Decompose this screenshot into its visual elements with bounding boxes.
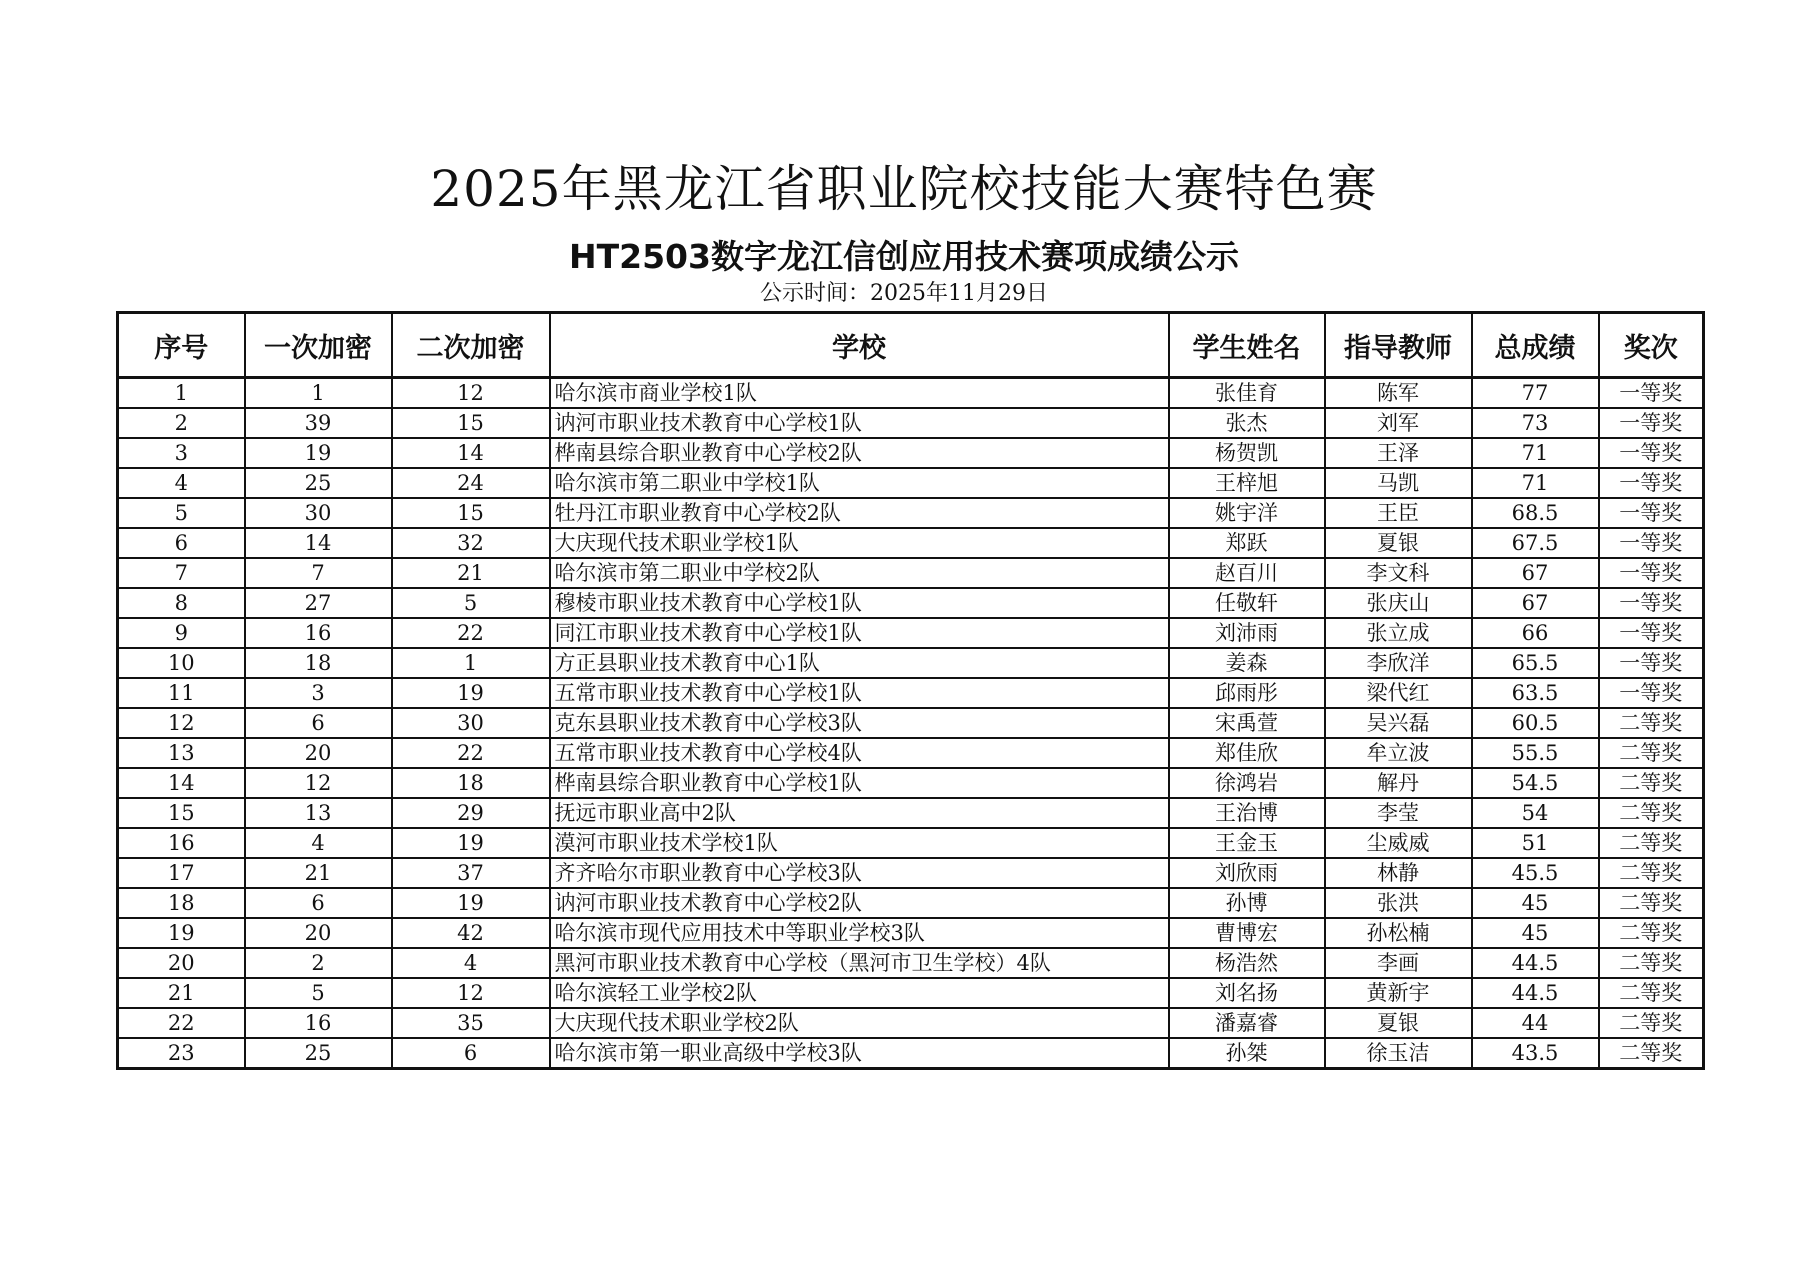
header-teacher: 指导教师 bbox=[1325, 313, 1472, 378]
cell-first-encryption: 6 bbox=[245, 708, 392, 738]
header-score: 总成绩 bbox=[1472, 313, 1599, 378]
cell-student: 赵百川 bbox=[1169, 558, 1325, 588]
cell-no: 14 bbox=[118, 768, 245, 798]
cell-no: 17 bbox=[118, 858, 245, 888]
publish-time: 公示时间：2025年11月29日 bbox=[760, 281, 1048, 306]
cell-teacher: 尘威威 bbox=[1325, 828, 1472, 858]
header-school: 学校 bbox=[550, 313, 1169, 378]
cell-student: 潘嘉睿 bbox=[1169, 1008, 1325, 1038]
cell-award: 一等奖 bbox=[1599, 378, 1704, 409]
cell-teacher: 梁代红 bbox=[1325, 678, 1472, 708]
cell-second-encryption: 15 bbox=[392, 408, 550, 438]
cell-no: 8 bbox=[118, 588, 245, 618]
cell-second-encryption: 14 bbox=[392, 438, 550, 468]
header-first-encryption: 一次加密 bbox=[245, 313, 392, 378]
cell-award: 一等奖 bbox=[1599, 498, 1704, 528]
cell-student: 杨贺凯 bbox=[1169, 438, 1325, 468]
cell-no: 20 bbox=[118, 948, 245, 978]
cell-first-encryption: 4 bbox=[245, 828, 392, 858]
cell-school: 方正县职业技术教育中心1队 bbox=[550, 648, 1169, 678]
cell-school: 哈尔滨市第二职业中学校2队 bbox=[550, 558, 1169, 588]
cell-first-encryption: 20 bbox=[245, 738, 392, 768]
cell-second-encryption: 37 bbox=[392, 858, 550, 888]
cell-second-encryption: 22 bbox=[392, 618, 550, 648]
cell-student: 任敬轩 bbox=[1169, 588, 1325, 618]
cell-first-encryption: 2 bbox=[245, 948, 392, 978]
cell-school: 五常市职业技术教育中心学校1队 bbox=[550, 678, 1169, 708]
cell-first-encryption: 30 bbox=[245, 498, 392, 528]
cell-no: 12 bbox=[118, 708, 245, 738]
cell-first-encryption: 3 bbox=[245, 678, 392, 708]
cell-student: 刘沛雨 bbox=[1169, 618, 1325, 648]
cell-teacher: 夏银 bbox=[1325, 1008, 1472, 1038]
table-row bbox=[118, 438, 1704, 468]
cell-second-encryption: 19 bbox=[392, 678, 550, 708]
header-second-encryption: 二次加密 bbox=[392, 313, 550, 378]
cell-student: 郑跃 bbox=[1169, 528, 1325, 558]
page-subtitle: HT2503数字龙江信创应用技术赛项成绩公示 bbox=[569, 237, 1239, 276]
table-row bbox=[118, 378, 1704, 409]
table-row bbox=[118, 948, 1704, 978]
cell-award: 一等奖 bbox=[1599, 558, 1704, 588]
cell-no: 18 bbox=[118, 888, 245, 918]
cell-award: 二等奖 bbox=[1599, 798, 1704, 828]
cell-teacher: 吴兴磊 bbox=[1325, 708, 1472, 738]
cell-score: 60.5 bbox=[1472, 708, 1599, 738]
cell-first-encryption: 6 bbox=[245, 888, 392, 918]
cell-first-encryption: 12 bbox=[245, 768, 392, 798]
cell-score: 71 bbox=[1472, 438, 1599, 468]
cell-award: 二等奖 bbox=[1599, 708, 1704, 738]
cell-second-encryption: 22 bbox=[392, 738, 550, 768]
cell-teacher: 张洪 bbox=[1325, 888, 1472, 918]
cell-no: 5 bbox=[118, 498, 245, 528]
cell-teacher: 刘军 bbox=[1325, 408, 1472, 438]
cell-school: 讷河市职业技术教育中心学校1队 bbox=[550, 408, 1169, 438]
cell-score: 44.5 bbox=[1472, 978, 1599, 1008]
cell-award: 二等奖 bbox=[1599, 918, 1704, 948]
cell-school: 牡丹江市职业教育中心学校2队 bbox=[550, 498, 1169, 528]
cell-student: 刘欣雨 bbox=[1169, 858, 1325, 888]
cell-no: 13 bbox=[118, 738, 245, 768]
cell-score: 66 bbox=[1472, 618, 1599, 648]
cell-no: 21 bbox=[118, 978, 245, 1008]
cell-second-encryption: 5 bbox=[392, 588, 550, 618]
cell-score: 45.5 bbox=[1472, 858, 1599, 888]
cell-award: 一等奖 bbox=[1599, 588, 1704, 618]
cell-second-encryption: 19 bbox=[392, 828, 550, 858]
cell-award: 二等奖 bbox=[1599, 1008, 1704, 1038]
cell-second-encryption: 4 bbox=[392, 948, 550, 978]
page-title: 2025年黑龙江省职业院校技能大赛特色赛 bbox=[430, 160, 1378, 218]
cell-teacher: 牟立波 bbox=[1325, 738, 1472, 768]
cell-teacher: 黄新宇 bbox=[1325, 978, 1472, 1008]
cell-first-encryption: 39 bbox=[245, 408, 392, 438]
cell-second-encryption: 35 bbox=[392, 1008, 550, 1038]
cell-score: 68.5 bbox=[1472, 498, 1599, 528]
cell-award: 二等奖 bbox=[1599, 828, 1704, 858]
cell-school: 大庆现代技术职业学校2队 bbox=[550, 1008, 1169, 1038]
cell-score: 67.5 bbox=[1472, 528, 1599, 558]
header-no: 序号 bbox=[118, 313, 245, 378]
cell-score: 55.5 bbox=[1472, 738, 1599, 768]
table-row bbox=[118, 1008, 1704, 1038]
cell-award: 二等奖 bbox=[1599, 858, 1704, 888]
table-row bbox=[118, 858, 1704, 888]
cell-student: 姚宇洋 bbox=[1169, 498, 1325, 528]
cell-first-encryption: 1 bbox=[245, 378, 392, 409]
cell-student: 邱雨彤 bbox=[1169, 678, 1325, 708]
cell-school: 克东县职业技术教育中心学校3队 bbox=[550, 708, 1169, 738]
cell-second-encryption: 32 bbox=[392, 528, 550, 558]
cell-no: 16 bbox=[118, 828, 245, 858]
cell-no: 15 bbox=[118, 798, 245, 828]
table-row bbox=[118, 408, 1704, 438]
cell-teacher: 孙松楠 bbox=[1325, 918, 1472, 948]
table-row bbox=[118, 498, 1704, 528]
cell-first-encryption: 27 bbox=[245, 588, 392, 618]
cell-no: 4 bbox=[118, 468, 245, 498]
cell-school: 黑河市职业技术教育中心学校（黑河市卫生学校）4队 bbox=[550, 948, 1169, 978]
cell-student: 孙桀 bbox=[1169, 1038, 1325, 1069]
cell-student: 张佳育 bbox=[1169, 378, 1325, 409]
cell-school: 大庆现代技术职业学校1队 bbox=[550, 528, 1169, 558]
table-row bbox=[118, 828, 1704, 858]
cell-school: 抚远市职业高中2队 bbox=[550, 798, 1169, 828]
cell-teacher: 王臣 bbox=[1325, 498, 1472, 528]
cell-first-encryption: 18 bbox=[245, 648, 392, 678]
cell-first-encryption: 14 bbox=[245, 528, 392, 558]
cell-no: 3 bbox=[118, 438, 245, 468]
cell-second-encryption: 24 bbox=[392, 468, 550, 498]
cell-student: 王梓旭 bbox=[1169, 468, 1325, 498]
cell-student: 宋禹萱 bbox=[1169, 708, 1325, 738]
cell-score: 65.5 bbox=[1472, 648, 1599, 678]
header-row bbox=[118, 313, 1704, 378]
table-row bbox=[118, 708, 1704, 738]
cell-school: 齐齐哈尔市职业教育中心学校3队 bbox=[550, 858, 1169, 888]
cell-score: 51 bbox=[1472, 828, 1599, 858]
cell-award: 一等奖 bbox=[1599, 678, 1704, 708]
header-student: 学生姓名 bbox=[1169, 313, 1325, 378]
cell-no: 7 bbox=[118, 558, 245, 588]
table-row bbox=[118, 468, 1704, 498]
cell-no: 23 bbox=[118, 1038, 245, 1069]
cell-second-encryption: 21 bbox=[392, 558, 550, 588]
cell-award: 二等奖 bbox=[1599, 768, 1704, 798]
cell-teacher: 李莹 bbox=[1325, 798, 1472, 828]
cell-teacher: 陈军 bbox=[1325, 378, 1472, 409]
cell-score: 44 bbox=[1472, 1008, 1599, 1038]
table-row bbox=[118, 768, 1704, 798]
cell-teacher: 王泽 bbox=[1325, 438, 1472, 468]
cell-award: 一等奖 bbox=[1599, 528, 1704, 558]
cell-score: 45 bbox=[1472, 888, 1599, 918]
cell-student: 刘名扬 bbox=[1169, 978, 1325, 1008]
table-row bbox=[118, 798, 1704, 828]
cell-no: 6 bbox=[118, 528, 245, 558]
cell-score: 54 bbox=[1472, 798, 1599, 828]
cell-teacher: 李欣洋 bbox=[1325, 648, 1472, 678]
cell-no: 10 bbox=[118, 648, 245, 678]
cell-teacher: 徐玉洁 bbox=[1325, 1038, 1472, 1069]
cell-student: 王治博 bbox=[1169, 798, 1325, 828]
cell-award: 二等奖 bbox=[1599, 948, 1704, 978]
cell-second-encryption: 12 bbox=[392, 978, 550, 1008]
table-row bbox=[118, 618, 1704, 648]
cell-award: 二等奖 bbox=[1599, 738, 1704, 768]
cell-student: 杨浩然 bbox=[1169, 948, 1325, 978]
cell-student: 张杰 bbox=[1169, 408, 1325, 438]
cell-no: 11 bbox=[118, 678, 245, 708]
cell-teacher: 李文科 bbox=[1325, 558, 1472, 588]
cell-first-encryption: 19 bbox=[245, 438, 392, 468]
cell-first-encryption: 25 bbox=[245, 468, 392, 498]
cell-teacher: 夏银 bbox=[1325, 528, 1472, 558]
table-row bbox=[118, 918, 1704, 948]
cell-second-encryption: 19 bbox=[392, 888, 550, 918]
cell-award: 一等奖 bbox=[1599, 408, 1704, 438]
cell-teacher: 马凯 bbox=[1325, 468, 1472, 498]
cell-score: 45 bbox=[1472, 918, 1599, 948]
cell-no: 9 bbox=[118, 618, 245, 648]
cell-school: 讷河市职业技术教育中心学校2队 bbox=[550, 888, 1169, 918]
cell-student: 徐鸿岩 bbox=[1169, 768, 1325, 798]
table-row bbox=[118, 888, 1704, 918]
cell-school: 漠河市职业技术学校1队 bbox=[550, 828, 1169, 858]
cell-second-encryption: 18 bbox=[392, 768, 550, 798]
cell-school: 哈尔滨市第一职业高级中学校3队 bbox=[550, 1038, 1169, 1069]
table-row bbox=[118, 1038, 1704, 1069]
cell-school: 穆棱市职业技术教育中心学校1队 bbox=[550, 588, 1169, 618]
table-row bbox=[118, 588, 1704, 618]
cell-no: 2 bbox=[118, 408, 245, 438]
cell-second-encryption: 30 bbox=[392, 708, 550, 738]
cell-no: 1 bbox=[118, 378, 245, 409]
cell-award: 一等奖 bbox=[1599, 648, 1704, 678]
results-table bbox=[116, 311, 1705, 1070]
cell-award: 一等奖 bbox=[1599, 468, 1704, 498]
cell-first-encryption: 13 bbox=[245, 798, 392, 828]
cell-award: 一等奖 bbox=[1599, 618, 1704, 648]
cell-second-encryption: 29 bbox=[392, 798, 550, 828]
cell-school: 哈尔滨轻工业学校2队 bbox=[550, 978, 1169, 1008]
cell-first-encryption: 7 bbox=[245, 558, 392, 588]
table-row bbox=[118, 738, 1704, 768]
cell-second-encryption: 1 bbox=[392, 648, 550, 678]
table-row bbox=[118, 528, 1704, 558]
cell-teacher: 张立成 bbox=[1325, 618, 1472, 648]
cell-student: 孙博 bbox=[1169, 888, 1325, 918]
cell-no: 22 bbox=[118, 1008, 245, 1038]
header-award: 奖次 bbox=[1599, 313, 1704, 378]
cell-award: 二等奖 bbox=[1599, 978, 1704, 1008]
cell-first-encryption: 25 bbox=[245, 1038, 392, 1069]
cell-school: 哈尔滨市现代应用技术中等职业学校3队 bbox=[550, 918, 1169, 948]
cell-score: 54.5 bbox=[1472, 768, 1599, 798]
cell-first-encryption: 21 bbox=[245, 858, 392, 888]
table-row bbox=[118, 648, 1704, 678]
cell-first-encryption: 16 bbox=[245, 1008, 392, 1038]
cell-score: 43.5 bbox=[1472, 1038, 1599, 1069]
cell-student: 姜森 bbox=[1169, 648, 1325, 678]
cell-school: 哈尔滨市第二职业中学校1队 bbox=[550, 468, 1169, 498]
cell-score: 44.5 bbox=[1472, 948, 1599, 978]
table-row bbox=[118, 978, 1704, 1008]
cell-first-encryption: 20 bbox=[245, 918, 392, 948]
cell-score: 63.5 bbox=[1472, 678, 1599, 708]
cell-score: 71 bbox=[1472, 468, 1599, 498]
cell-teacher: 林静 bbox=[1325, 858, 1472, 888]
cell-score: 67 bbox=[1472, 588, 1599, 618]
cell-school: 五常市职业技术教育中心学校4队 bbox=[550, 738, 1169, 768]
cell-student: 王金玉 bbox=[1169, 828, 1325, 858]
cell-second-encryption: 42 bbox=[392, 918, 550, 948]
cell-second-encryption: 15 bbox=[392, 498, 550, 528]
cell-no: 19 bbox=[118, 918, 245, 948]
table-row bbox=[118, 678, 1704, 708]
cell-teacher: 李画 bbox=[1325, 948, 1472, 978]
cell-second-encryption: 12 bbox=[392, 378, 550, 409]
results-body bbox=[118, 378, 1704, 1069]
cell-student: 曹博宏 bbox=[1169, 918, 1325, 948]
cell-student: 郑佳欣 bbox=[1169, 738, 1325, 768]
cell-score: 77 bbox=[1472, 378, 1599, 409]
cell-first-encryption: 5 bbox=[245, 978, 392, 1008]
table-row bbox=[118, 558, 1704, 588]
cell-second-encryption: 6 bbox=[392, 1038, 550, 1069]
cell-score: 67 bbox=[1472, 558, 1599, 588]
cell-first-encryption: 16 bbox=[245, 618, 392, 648]
cell-teacher: 解丹 bbox=[1325, 768, 1472, 798]
cell-school: 同江市职业技术教育中心学校1队 bbox=[550, 618, 1169, 648]
cell-award: 二等奖 bbox=[1599, 1038, 1704, 1069]
cell-school: 桦南县综合职业教育中心学校1队 bbox=[550, 768, 1169, 798]
cell-school: 哈尔滨市商业学校1队 bbox=[550, 378, 1169, 409]
cell-school: 桦南县综合职业教育中心学校2队 bbox=[550, 438, 1169, 468]
cell-teacher: 张庆山 bbox=[1325, 588, 1472, 618]
cell-award: 二等奖 bbox=[1599, 888, 1704, 918]
cell-score: 73 bbox=[1472, 408, 1599, 438]
cell-award: 一等奖 bbox=[1599, 438, 1704, 468]
